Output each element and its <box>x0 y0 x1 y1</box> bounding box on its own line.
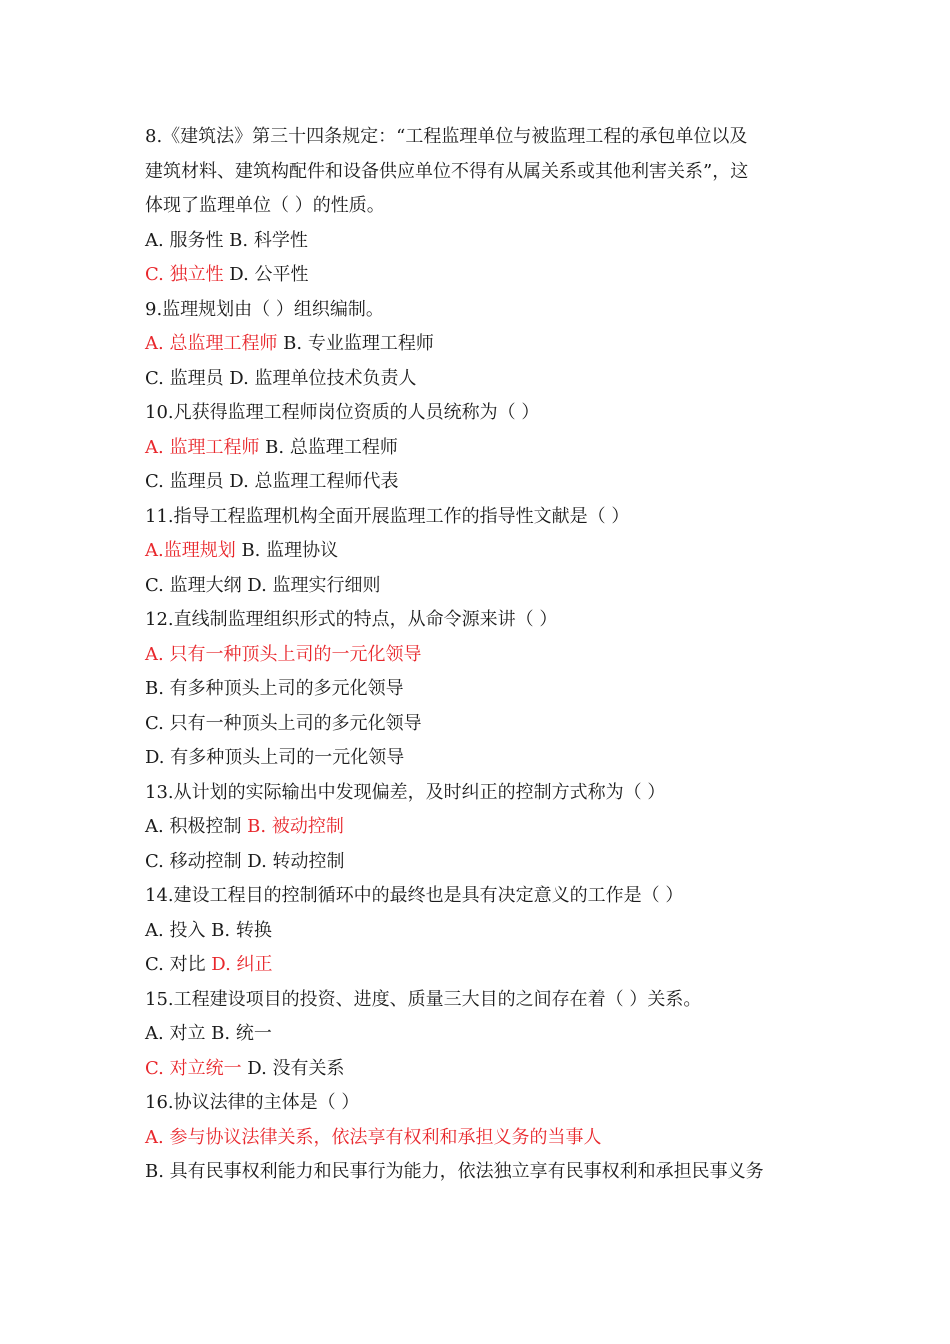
option-text: D. 没有关系 <box>241 1057 345 1079</box>
question-stem: 11.指导工程监理机构全面开展监理工作的指导性文献是（ ） <box>145 505 630 527</box>
correct-answer: A. 只有一种顶头上司的一元化领导 <box>145 643 422 665</box>
option-text: B. 监理协议 <box>235 540 339 561</box>
correct-answer: D. 纠正 <box>211 954 273 975</box>
correct-answer: A.监理规划 <box>145 540 236 561</box>
options-line: A. 投入 B. 转换 <box>145 919 272 941</box>
question-14 <box>145 879 815 983</box>
options-line: C. 移动控制 D. 转动控制 <box>145 850 345 872</box>
correct-answer: C. 独立性 <box>145 264 224 285</box>
option-text: B. 总监理工程师 <box>259 436 398 458</box>
question-stem: 13.从计划的实际输出中发现偏差，及时纠正的控制方式称为（ ） <box>145 781 666 803</box>
question-stem: 12.直线制监理组织形式的特点，从命令源来讲（ ） <box>145 609 558 630</box>
question-stem: 体现了监理单位（ ）的性质。 <box>145 195 385 216</box>
option-text: B. 专业监理工程师 <box>277 333 434 354</box>
question-stem: 16.协议法律的主体是（ ） <box>145 1092 360 1113</box>
options-line: B. 具有民事权利能力和民事行为能力，依法独立享有民事权利和承担民事义务 <box>145 1161 764 1182</box>
question-list <box>145 120 815 1190</box>
options-line: C. 监理大纲 D. 监理实行细则 <box>145 574 381 596</box>
options-line <box>145 327 815 362</box>
question-stem: 8.《建筑法》第三十四条规定：“工程监理单位与被监理工程的承包单位以及 <box>145 126 748 147</box>
options-line: A. 服务性 B. 科学性 <box>145 229 308 251</box>
options-line <box>145 534 815 569</box>
options-line <box>145 431 815 466</box>
options-line: C. 监理员 D. 总监理工程师代表 <box>145 471 399 492</box>
options-line <box>145 258 815 293</box>
question-stem: 10.凡获得监理工程师岗位资质的人员统称为（ ） <box>145 402 540 423</box>
correct-answer: A. 总监理工程师 <box>145 333 278 354</box>
option-text: C. 对比 <box>145 954 212 975</box>
correct-answer: A. 参与协议法律关系，依法享有权利和承担义务的当事人 <box>145 1126 602 1148</box>
question-8 <box>145 120 815 293</box>
question-9 <box>145 293 815 397</box>
options-line <box>145 810 815 845</box>
question-16 <box>145 1086 815 1190</box>
correct-answer: B. 被动控制 <box>247 816 344 837</box>
options-line <box>145 1052 815 1087</box>
options-line: C. 监理员 D. 监理单位技术负责人 <box>145 367 417 389</box>
question-15 <box>145 983 815 1087</box>
options-line: D. 有多种顶头上司的一元化领导 <box>145 747 405 768</box>
option-text: A. 积极控制 <box>145 816 248 837</box>
options-line: B. 有多种顶头上司的多元化领导 <box>145 678 404 699</box>
question-11 <box>145 500 815 604</box>
option-text: D. 公平性 <box>223 264 309 285</box>
options-line <box>145 948 815 983</box>
question-stem: 15.工程建设项目的投资、进度、质量三大目的之间存在着（ ）关系。 <box>145 988 702 1010</box>
correct-answer: C. 对立统一 <box>145 1057 242 1079</box>
question-10 <box>145 396 815 500</box>
options-line: C. 只有一种顶头上司的多元化领导 <box>145 712 422 734</box>
question-13 <box>145 776 815 880</box>
correct-answer: A. 监理工程师 <box>145 436 260 458</box>
question-stem: 9.监理规划由（ ）组织编制。 <box>145 298 384 320</box>
question-12 <box>145 603 815 776</box>
question-stem: 建筑材料、建筑构配件和设备供应单位不得有从属关系或其他利害关系”，这 <box>145 160 749 182</box>
options-line: A. 对立 B. 统一 <box>145 1023 272 1044</box>
question-stem: 14.建设工程目的控制循环中的最终也是具有决定意义的工作是（ ） <box>145 885 684 906</box>
